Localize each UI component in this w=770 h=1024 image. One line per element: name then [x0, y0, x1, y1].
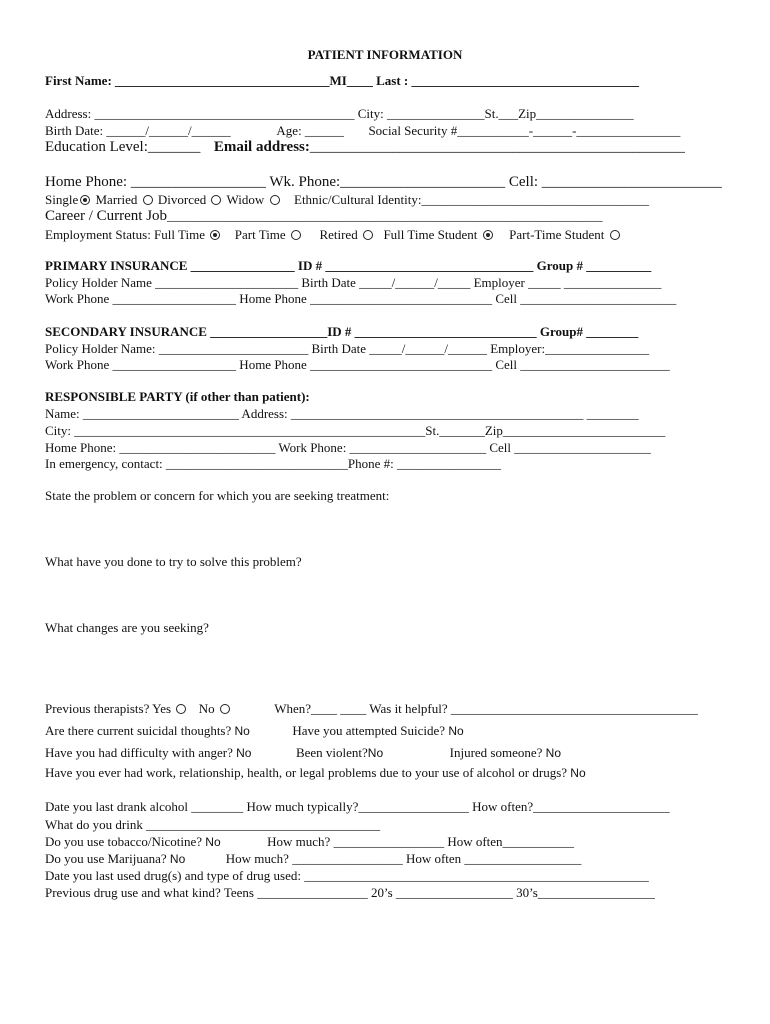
suicidal-thoughts-label: Are there current suicidal thoughts? — [45, 723, 232, 738]
attempted-suicide-label: Have you attempted Suicide? — [292, 723, 446, 738]
substance-problems-label: Have you ever had work, relationship, health, or legal problems due to your use of alcohol or drugs? — [45, 765, 568, 780]
violent-label: Been violent? — [295, 745, 368, 760]
single-radio[interactable] — [80, 195, 90, 205]
anger-label: Have you had difficulty with anger? — [45, 745, 233, 760]
therapists-no-label: No — [198, 701, 215, 716]
name-row — [45, 73, 742, 89]
work-phone-field[interactable]: Wk. Phone:______________________ — [269, 174, 506, 190]
widow-radio[interactable] — [270, 195, 280, 205]
zip-field[interactable]: Zip_______________ — [518, 106, 634, 121]
ssn-field[interactable]: Social Security #___________-______-________________ — [368, 123, 681, 138]
marijuana-amount-field[interactable]: How much? _________________ How often __________________ — [225, 851, 582, 866]
city-field[interactable]: City: _______________ — [357, 106, 485, 121]
drug-use-row[interactable]: Date you last used drug(s) and type of drug used: _____________________________________________________ — [45, 868, 649, 883]
cell-phone-field[interactable]: Cell: ________________________ — [508, 174, 722, 190]
married-label: Married — [95, 192, 138, 207]
mi-label: MI — [329, 73, 347, 88]
employment-row — [45, 227, 742, 243]
problem-question: State the problem or concern for which you are seeking treatment: — [45, 488, 390, 503]
full-time-student-radio[interactable] — [483, 230, 493, 240]
marijuana-answer[interactable]: No — [169, 852, 186, 866]
email-label: Email address: — [213, 139, 310, 155]
career-row — [45, 208, 742, 224]
therapists-when-field[interactable]: When?____ ____ Was it helpful? ______________________________________ — [274, 701, 698, 716]
married-radio[interactable] — [143, 195, 153, 205]
responsible-party-heading: RESPONSIBLE PARTY (if other than patient): — [45, 389, 310, 404]
therapists-yes-radio[interactable] — [176, 704, 186, 714]
career-label: Career / Current Job — [45, 208, 168, 224]
education-row — [45, 139, 742, 155]
last-name-field[interactable]: ___________________________________ — [411, 73, 640, 88]
secondary-policy-holder-row[interactable]: Policy Holder Name: _______________________ Birth Date _____/______/______ Employer:________________ — [45, 341, 650, 356]
therapists-yes-label: Previous therapists? Yes — [45, 701, 172, 716]
form-title: PATIENT INFORMATION — [307, 47, 463, 62]
phone-row — [45, 174, 742, 190]
marital-row — [45, 192, 742, 208]
marijuana-row — [45, 851, 742, 867]
suicidal-row — [45, 723, 742, 739]
drink-type-row[interactable]: What do you drink ____________________________________ — [45, 817, 381, 832]
primary-phone-row[interactable]: Work Phone ___________________ Home Phone ____________________________ Cell ________________________ — [45, 291, 677, 306]
secondary-phone-row[interactable]: Work Phone ___________________ Home Phone ____________________________ Cell _______________________ — [45, 357, 670, 372]
birth-row — [45, 123, 742, 139]
full-time-radio[interactable] — [210, 230, 220, 240]
part-time-student-radio[interactable] — [610, 230, 620, 240]
emergency-contact-row[interactable]: In emergency, contact: ____________________________Phone #: ________________ — [45, 456, 502, 471]
employment-full-time-label: Employment Status: Full Time — [45, 227, 205, 242]
suicidal-thoughts-answer[interactable]: No — [234, 724, 250, 738]
retired-label: Retired — [319, 227, 358, 242]
injured-label: Injured someone? — [449, 745, 543, 760]
part-time-radio[interactable] — [291, 230, 301, 240]
tobacco-amount-field[interactable]: How much? _________________ How often___________ — [267, 834, 575, 849]
attempted-suicide-answer[interactable]: No — [448, 724, 464, 738]
first-name-field[interactable]: _________________________________ — [115, 73, 330, 88]
substance-problems-answer[interactable]: No — [570, 766, 586, 780]
therapists-row — [45, 701, 742, 717]
anger-row — [45, 745, 742, 761]
tobacco-answer[interactable]: No — [205, 835, 221, 849]
education-field[interactable]: Education Level:_______ — [45, 139, 201, 155]
part-time-student-label: Part-Time Student — [509, 227, 605, 242]
primary-insurance-heading[interactable]: PRIMARY INSURANCE ________________ ID # ________________________________ Group # __________ — [45, 258, 652, 273]
marijuana-label: Do you use Marijuana? — [45, 851, 167, 866]
previous-drug-use-row[interactable]: Previous drug use and what kind? Teens _________________ 20’s __________________ 30’s__________________ — [45, 885, 655, 900]
last-name-label: Last : — [376, 73, 409, 88]
first-name-label: First Name: — [45, 73, 112, 88]
address-field[interactable]: Address: ________________________________________ — [45, 106, 355, 121]
email-field[interactable]: __________________________________________________ — [309, 139, 685, 155]
age-field[interactable]: Age: ______ — [276, 123, 344, 138]
responsible-city-row[interactable]: City: ______________________________________________________St._______Zip_________________________ — [45, 423, 666, 438]
part-time-label: Part Time — [234, 227, 286, 242]
tobacco-label: Do you use tobacco/Nicotine? — [45, 834, 203, 849]
home-phone-field[interactable]: Home Phone: __________________ — [45, 174, 266, 190]
alcohol-row[interactable]: Date you last drank alcohol ________ How much typically?_________________ How often?_____________________ — [45, 799, 670, 814]
secondary-insurance-heading[interactable]: SECONDARY INSURANCE __________________ID # ____________________________ Group# ________ — [45, 324, 639, 339]
divorced-radio[interactable] — [211, 195, 221, 205]
changes-question: What changes are you seeking? — [45, 620, 209, 635]
therapists-no-radio[interactable] — [220, 704, 230, 714]
substance-problems-row — [45, 765, 742, 781]
full-time-student-label: Full Time Student — [383, 227, 478, 242]
address-row — [45, 106, 742, 122]
divorced-label: Divorced — [157, 192, 207, 207]
responsible-name-row[interactable]: Name: ________________________ Address: _____________________________________________ ________ — [45, 406, 639, 421]
single-label: Single — [45, 192, 79, 207]
tried-question: What have you done to try to solve this problem? — [45, 554, 302, 569]
ethnic-identity-field[interactable]: Ethnic/Cultural Identity:___________________________________ — [294, 192, 649, 207]
mi-field[interactable]: ____ — [346, 73, 373, 88]
birth-date-field[interactable]: Birth Date: ______/______/______ — [45, 123, 231, 138]
state-field[interactable]: St.___ — [484, 106, 519, 121]
anger-answer[interactable]: No — [236, 746, 252, 760]
injured-answer[interactable]: No — [545, 746, 561, 760]
responsible-phone-row[interactable]: Home Phone: ________________________ Work Phone: _____________________ Cell _____________________ — [45, 440, 651, 455]
tobacco-row — [45, 834, 742, 850]
career-field[interactable]: ___________________________________________________________________ — [167, 208, 603, 223]
violent-answer[interactable]: No — [367, 746, 384, 760]
primary-policy-holder-row[interactable]: Policy Holder Name ______________________ Birth Date _____/______/_____ Employer _____ _______________ — [45, 275, 662, 290]
retired-radio[interactable] — [363, 230, 373, 240]
widow-label: Widow — [226, 192, 265, 207]
